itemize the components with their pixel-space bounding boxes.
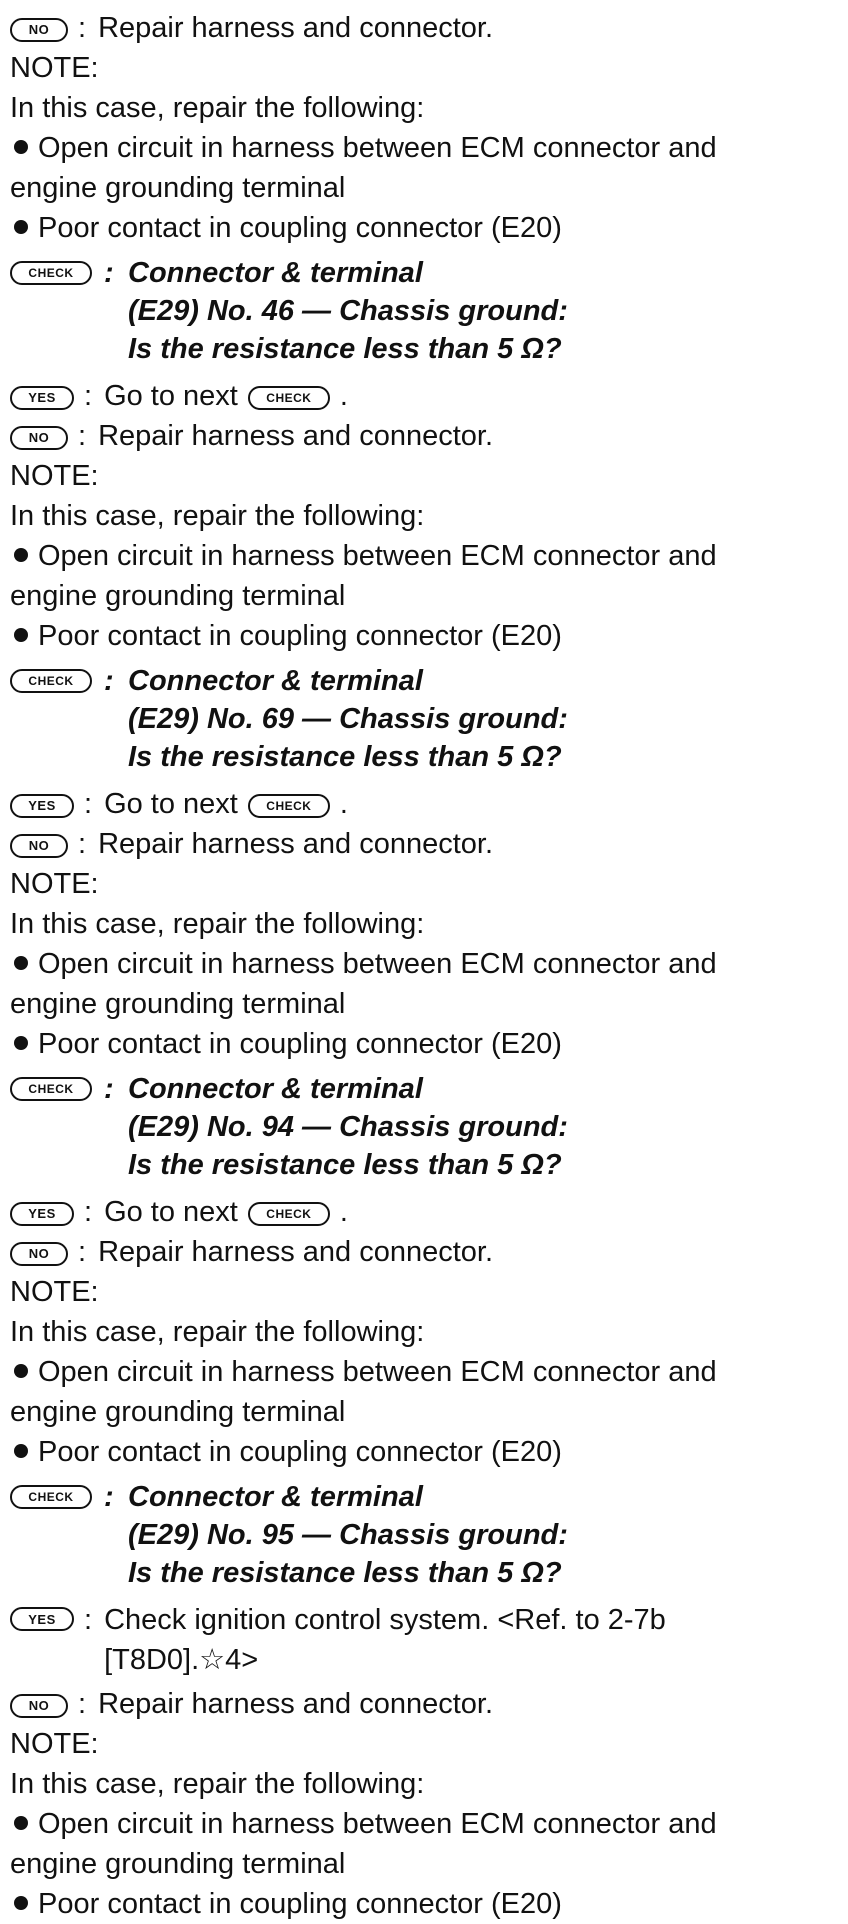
bullet-text: Open circuit in harness between ECM connector and bbox=[38, 540, 717, 572]
colon: : bbox=[84, 1196, 93, 1228]
colon: : bbox=[78, 1688, 87, 1720]
check-terminal: (E29) No. 95 — Chassis ground: bbox=[128, 1519, 568, 1551]
bullet-text: Poor contact in coupling connector (E20) bbox=[38, 1436, 562, 1468]
bullet-continuation: engine grounding terminal bbox=[10, 1848, 346, 1880]
yes-row bbox=[10, 1192, 838, 1232]
bullet-icon bbox=[14, 1444, 28, 1458]
yes-badge: YES bbox=[10, 1607, 74, 1631]
no-row bbox=[10, 824, 838, 864]
note-label: NOTE: bbox=[10, 1276, 99, 1308]
colon: : bbox=[78, 12, 87, 44]
bullet-icon bbox=[14, 140, 28, 154]
yes-reference-text bbox=[104, 1600, 666, 1680]
no-badge: NO bbox=[10, 1694, 68, 1718]
note-label: NOTE: bbox=[10, 868, 99, 900]
no-row bbox=[10, 8, 838, 48]
check-block bbox=[10, 1070, 838, 1184]
bullet-item bbox=[10, 944, 838, 984]
note-label: NOTE: bbox=[10, 1728, 99, 1760]
bullet-text: Open circuit in harness between ECM connector and bbox=[38, 948, 717, 980]
bullet-item bbox=[10, 1352, 838, 1392]
check-badge: CHECK bbox=[10, 261, 92, 285]
check-text bbox=[104, 662, 568, 776]
check-block bbox=[10, 662, 838, 776]
no-badge: NO bbox=[10, 18, 68, 42]
bullet-item bbox=[10, 208, 838, 248]
check-block bbox=[10, 254, 838, 368]
check-question: Is the resistance less than 5 Ω? bbox=[128, 333, 562, 365]
bullet-text: Poor contact in coupling connector (E20) bbox=[38, 620, 562, 652]
bullet-icon bbox=[14, 956, 28, 970]
bullet-text: Poor contact in coupling connector (E20) bbox=[38, 212, 562, 244]
check-block bbox=[10, 1478, 838, 1592]
colon: : bbox=[78, 828, 87, 860]
repair-text: Repair harness and connector. bbox=[98, 1236, 494, 1268]
bullet-icon bbox=[14, 548, 28, 562]
colon: : bbox=[84, 1604, 93, 1636]
bullet-text: Open circuit in harness between ECM connector and bbox=[38, 1356, 717, 1388]
colon: : bbox=[84, 788, 93, 820]
bullet-text: Open circuit in harness between ECM connector and bbox=[38, 132, 717, 164]
yes-badge: YES bbox=[10, 794, 74, 818]
repair-text: Repair harness and connector. bbox=[98, 420, 494, 452]
check-question: Is the resistance less than 5 Ω? bbox=[128, 741, 562, 773]
bullet-icon bbox=[14, 1036, 28, 1050]
no-badge: NO bbox=[10, 1242, 68, 1266]
check-terminal: (E29) No. 46 — Chassis ground: bbox=[128, 295, 568, 327]
period: . bbox=[339, 788, 348, 820]
bullet-icon bbox=[14, 1364, 28, 1378]
note-intro: In this case, repair the following: bbox=[10, 500, 425, 532]
bullet-item bbox=[10, 1804, 838, 1844]
yes-badge: YES bbox=[10, 386, 74, 410]
check-badge: CHECK bbox=[248, 386, 330, 410]
check-title: Connector & terminal bbox=[128, 665, 423, 697]
go-next-text: Go to next bbox=[104, 788, 238, 820]
colon: : bbox=[104, 257, 114, 289]
yes-badge: YES bbox=[10, 1202, 74, 1226]
no-row bbox=[10, 1684, 838, 1724]
check-badge: CHECK bbox=[248, 1202, 330, 1226]
bullet-icon bbox=[14, 1816, 28, 1830]
bullet-item bbox=[10, 1884, 838, 1924]
go-next-text: Go to next bbox=[104, 380, 238, 412]
colon: : bbox=[104, 1073, 114, 1105]
check-text bbox=[104, 1070, 568, 1184]
note-label: NOTE: bbox=[10, 460, 99, 492]
bullet-continuation: engine grounding terminal bbox=[10, 580, 346, 612]
check-terminal: (E29) No. 69 — Chassis ground: bbox=[128, 703, 568, 735]
repair-text: Repair harness and connector. bbox=[98, 12, 494, 44]
bullet-item bbox=[10, 536, 838, 576]
note-intro: In this case, repair the following: bbox=[10, 908, 425, 940]
reference-line: [T8D0].☆4> bbox=[104, 1644, 259, 1676]
check-question: Is the resistance less than 5 Ω? bbox=[128, 1557, 562, 1589]
check-badge: CHECK bbox=[248, 794, 330, 818]
repair-text: Repair harness and connector. bbox=[98, 828, 494, 860]
check-title: Connector & terminal bbox=[128, 257, 423, 289]
note-label: NOTE: bbox=[10, 52, 99, 84]
repair-text: Repair harness and connector. bbox=[98, 1688, 494, 1720]
check-text bbox=[104, 1478, 568, 1592]
colon: : bbox=[78, 1236, 87, 1268]
colon: : bbox=[84, 380, 93, 412]
check-terminal: (E29) No. 94 — Chassis ground: bbox=[128, 1111, 568, 1143]
go-next-text: Go to next bbox=[104, 1196, 238, 1228]
bullet-item bbox=[10, 1024, 838, 1064]
yes-row bbox=[10, 376, 838, 416]
period: . bbox=[339, 380, 348, 412]
check-title: Connector & terminal bbox=[128, 1481, 423, 1513]
check-text bbox=[104, 254, 568, 368]
check-question: Is the resistance less than 5 Ω? bbox=[128, 1149, 562, 1181]
check-badge: CHECK bbox=[10, 1485, 92, 1509]
note-intro: In this case, repair the following: bbox=[10, 1316, 425, 1348]
no-badge: NO bbox=[10, 426, 68, 450]
bullet-icon bbox=[14, 1896, 28, 1910]
bullet-item bbox=[10, 1432, 838, 1472]
bullet-text: Poor contact in coupling connector (E20) bbox=[38, 1888, 562, 1920]
check-badge: CHECK bbox=[10, 1077, 92, 1101]
check-title: Connector & terminal bbox=[128, 1073, 423, 1105]
bullet-icon bbox=[14, 628, 28, 642]
bullet-continuation: engine grounding terminal bbox=[10, 988, 346, 1020]
no-row bbox=[10, 416, 838, 456]
colon: : bbox=[78, 420, 87, 452]
no-badge: NO bbox=[10, 834, 68, 858]
yes-row bbox=[10, 784, 838, 824]
bullet-continuation: engine grounding terminal bbox=[10, 172, 346, 204]
bullet-continuation: engine grounding terminal bbox=[10, 1396, 346, 1428]
colon: : bbox=[104, 665, 114, 697]
period: . bbox=[339, 1196, 348, 1228]
yes-row bbox=[10, 1600, 838, 1680]
note-intro: In this case, repair the following: bbox=[10, 1768, 425, 1800]
reference-line: Check ignition control system. <Ref. to 2-7b bbox=[104, 1604, 666, 1636]
colon: : bbox=[104, 1481, 114, 1513]
bullet-item bbox=[10, 616, 838, 656]
bullet-text: Poor contact in coupling connector (E20) bbox=[38, 1028, 562, 1060]
note-intro: In this case, repair the following: bbox=[10, 92, 425, 124]
no-row bbox=[10, 1232, 838, 1272]
check-badge: CHECK bbox=[10, 669, 92, 693]
bullet-text: Open circuit in harness between ECM connector and bbox=[38, 1808, 717, 1840]
bullet-icon bbox=[14, 220, 28, 234]
bullet-item bbox=[10, 128, 838, 168]
